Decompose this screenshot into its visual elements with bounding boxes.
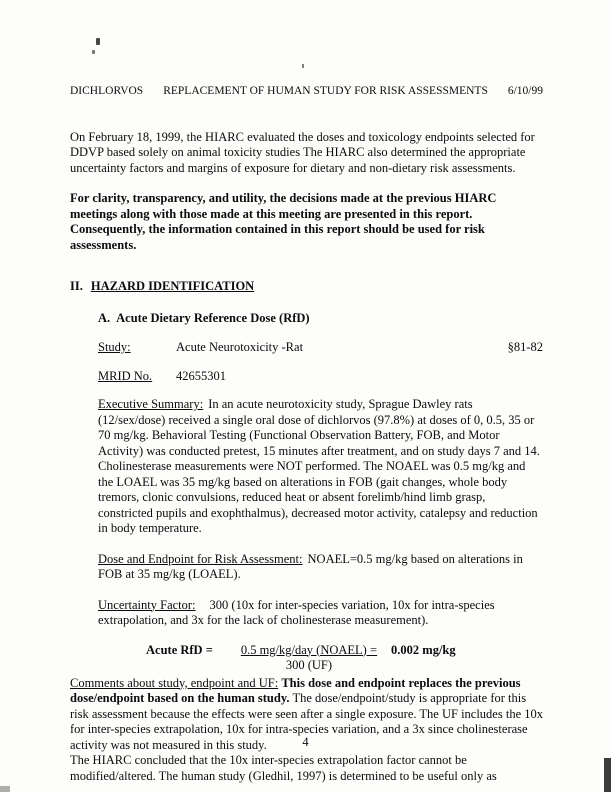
study-row [98,340,543,356]
section-number: II. [70,279,83,293]
dose-endpoint-text: NOAEL=0.5 mg/kg based on alterations in FOB at 35 mg/kg (LOAEL). [98,551,523,581]
study-label-wrap [98,340,176,356]
section-heading [70,279,543,295]
page-header [70,84,543,100]
executive-summary-paragraph [98,397,543,537]
study-value: Acute Neurotoxicity -Rat [176,340,304,354]
mrid-row [98,369,543,385]
scan-artifact [604,758,611,792]
uncertainty-factor-paragraph [98,598,543,629]
study-guideline-ref: §81-82 [507,340,543,354]
executive-summary-text: In an acute neurotoxicity study, Sprague Dawley rats (12/sex/dose) received a single oral dose of dichlorvos (97.8%) at doses of 0, 0.5, 35 or 70 mg/kg. Behavioral Testing (Functional Observation Battery, FOB, and Motor Activity) was conducted pretest, 15 minutes after treatment, and on study days 7 and 14. Cholinesterase measurements were NOT performed. The NOAEL was 0.5 mg/kg and the LOAEL was 35 mg/kg based on alterations in FOB (gait changes, whole body tremors, clonic convulsions, reduced heat or absent forelimb/hind limb grasp, constricted pupils and exophthalmus), decreased motor activity, catalepsy and reduction in body temperature. [98,397,540,535]
emphasis-paragraph: For clarity, transparency, and utility, the decisions made at the previous HIARC meetings along with those made at this meeting are presented in this report. Consequently, the information contained in this report should be used for risk assessments. [70,191,497,252]
executive-summary-label: Executive Summary: [98,397,204,411]
mrid-label: MRID No. [98,368,153,383]
rfd-denominator: 300 (UF) [285,658,333,672]
scan-artifact [0,786,10,792]
dose-endpoint-paragraph [98,552,543,583]
comments-bold-text: This dose and endpoint replaces the previous dose/endpoint based on the human study. [70,675,521,705]
comments-text: The dose/endpoint/study is appropriate for this risk assessment because the effects were seen after a single exposure. The UF includes the 10x for inter-species extrapolation, 10x for intra-species variation, and a 3x since cholinesterase activity was not measured in this study. [70,691,543,752]
acute-rfd-label: Acute RfD = [146,642,213,657]
mrid-label-wrap [98,369,176,385]
scan-artifact [96,38,100,45]
acute-rfd-equation [146,643,543,674]
hiarc-conclusion-paragraph: The HIARC concluded that the 10x inter-species extrapolation factor cannot be modified/altered. The human study (Gledhil, 1997) is determined to be useful only as [70,753,497,783]
comments-label: Comments about study, endpoint and UF: [70,675,279,690]
header-date: 6/10/99 [507,85,543,97]
subsection-number: A. [98,310,111,325]
study-label: Study: [98,340,131,354]
scan-artifact [92,50,95,54]
section-title: HAZARD IDENTIFICATION [90,279,255,293]
mrid-value: 42655301 [176,368,226,383]
subsection-acute-rfd [98,311,543,674]
rfd-fraction [241,643,377,674]
header-chemical-name: DICHLORVOS [70,85,144,97]
page-number: 4 [302,734,309,749]
intro-paragraph: On February 18, 1999, the HIARC evaluated the doses and toxicology endpoints selected for DDVP based solely on animal toxicity studies The HIARC also determined the appropriate uncertainty factors and margins of exposure for dietary and non-dietary risk assessments. [70,129,535,175]
header-document-title: REPLACEMENT OF HUMAN STUDY FOR RISK ASSESSMENTS [163,85,488,97]
uncertainty-factor-text: 300 (10x for inter-species variation, 10x for intra-species extrapolation, and 3x for the lack of cholinesterase measurement). [98,597,495,627]
rfd-result-value: 0.002 mg/kg [391,642,456,657]
subsection-title: Acute Dietary Reference Dose (RfD) [116,310,310,325]
rfd-numerator: 0.5 mg/kg/day (NOAEL) = [240,642,378,657]
subsection-heading [98,311,543,327]
uncertainty-factor-label: Uncertainty Factor: [98,597,196,612]
scan-artifact [302,64,304,68]
dose-endpoint-label: Dose and Endpoint for Risk Assessment: [98,551,303,566]
